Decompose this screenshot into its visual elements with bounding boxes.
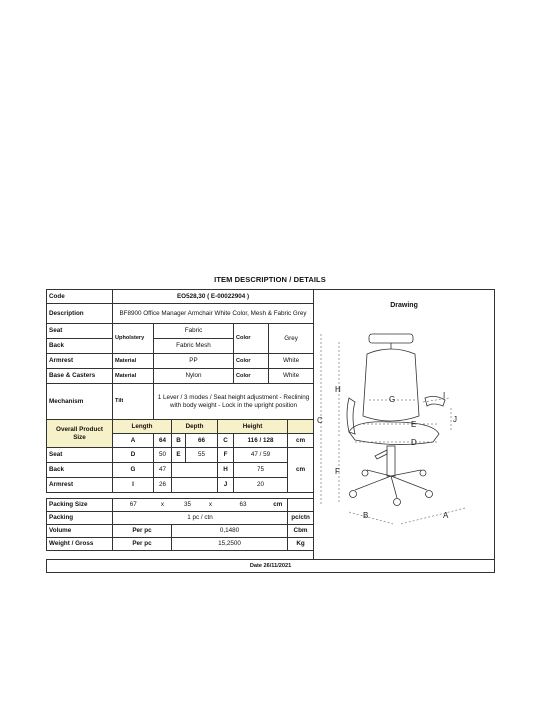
dim-h-value: 75 bbox=[234, 463, 288, 478]
gas-lift-shape bbox=[387, 446, 395, 476]
dim-e-letter: E bbox=[172, 448, 186, 463]
packing-unit: pc/ctn bbox=[288, 512, 314, 525]
caster bbox=[394, 499, 401, 506]
armrest-label: Armrest bbox=[47, 354, 113, 369]
dim-b-line bbox=[349, 512, 393, 524]
label-b: B bbox=[363, 511, 369, 520]
upholstery-label: Upholstery bbox=[113, 324, 154, 354]
armrest-dims-blank bbox=[172, 478, 218, 493]
base-material: Nylon bbox=[154, 369, 234, 384]
height-label: Height bbox=[218, 420, 288, 434]
dim-f-value: 47 / 59 bbox=[234, 448, 288, 463]
packing-width: 67 bbox=[113, 499, 154, 512]
label-d: D bbox=[411, 438, 417, 447]
label-e: E bbox=[411, 420, 417, 429]
caster bbox=[420, 470, 426, 476]
caster bbox=[426, 491, 433, 498]
drawing-cell bbox=[314, 290, 495, 560]
dim-c-value: 116 / 128 bbox=[234, 434, 288, 448]
label-c: C bbox=[317, 416, 323, 425]
overall-label: Overall Product Size bbox=[47, 420, 113, 448]
seat-label: Seat bbox=[47, 324, 113, 339]
dim-e-value: 55 bbox=[186, 448, 218, 463]
base-label: Base & Casters bbox=[47, 369, 113, 384]
armrest-color: White bbox=[269, 354, 314, 369]
armrest-dims-label: Armrest bbox=[47, 478, 113, 493]
dim-d-letter: D bbox=[113, 448, 154, 463]
armrest-material-label: Material bbox=[113, 354, 154, 369]
armrest-color-label: Color bbox=[234, 354, 269, 369]
dim-a-line bbox=[401, 508, 465, 524]
dim-j-letter: J bbox=[218, 478, 234, 493]
dim-b-letter: B bbox=[172, 434, 186, 448]
volume-per: Per pc bbox=[113, 525, 172, 538]
dim-j-value: 20 bbox=[234, 478, 288, 493]
drawing-label: Drawing bbox=[390, 302, 418, 309]
seat-shape bbox=[349, 422, 439, 445]
left-armrest-shape bbox=[347, 398, 355, 434]
mechanism-label: Mechanism bbox=[47, 384, 113, 420]
headrest-shape bbox=[369, 334, 413, 343]
dim-b-value: 66 bbox=[186, 434, 218, 448]
label-i: I bbox=[443, 391, 446, 400]
volume-unit: Cbm bbox=[288, 525, 314, 538]
length-label: Length bbox=[113, 420, 172, 434]
label-j: J bbox=[453, 415, 458, 424]
weight-per: Per pc bbox=[113, 538, 172, 551]
packing-size-label: Packing Size bbox=[47, 499, 113, 512]
sheet-title: ITEM DESCRIPTION / DETAILS bbox=[214, 275, 326, 284]
weight-label: Weight / Gross bbox=[47, 538, 113, 551]
dim-i-letter: I bbox=[113, 478, 154, 493]
spec-table bbox=[46, 289, 495, 573]
caster bbox=[362, 470, 368, 476]
description-label: Description bbox=[47, 304, 113, 324]
base-shape bbox=[355, 470, 427, 498]
dim-i-value: 26 bbox=[154, 478, 172, 493]
back-dims-blank bbox=[172, 463, 218, 478]
volume-label: Volume bbox=[47, 525, 113, 538]
mechanism-value: 1 Lever / 3 modes / Seat height adjustment - Reclining with body weight - Lock in the upright position bbox=[154, 384, 314, 420]
overall-unit-blank bbox=[288, 420, 314, 434]
overall-unit: cm bbox=[288, 434, 314, 448]
base-color-label: Color bbox=[234, 369, 269, 384]
volume-value: 0,1480 bbox=[172, 525, 288, 538]
weight-unit: Kg bbox=[288, 538, 314, 551]
depth-label: Depth bbox=[172, 420, 218, 434]
packing-x2: x bbox=[204, 499, 218, 512]
packing-x1: x bbox=[154, 499, 172, 512]
label-h: H bbox=[335, 385, 341, 394]
packing-size-blank bbox=[288, 499, 314, 512]
dim-h-letter: H bbox=[218, 463, 234, 478]
seat-dims-label: Seat bbox=[47, 448, 113, 463]
back-value: Fabric Mesh bbox=[154, 339, 234, 354]
packing-label: Packing bbox=[47, 512, 113, 525]
packing-depth: 35 bbox=[172, 499, 204, 512]
dim-d-value: 50 bbox=[154, 448, 172, 463]
weight-value: 15,2500 bbox=[172, 538, 288, 551]
row-code bbox=[47, 290, 495, 304]
row-date bbox=[47, 560, 495, 573]
label-f: F bbox=[335, 467, 340, 476]
packing-size-unit: cm bbox=[269, 499, 288, 512]
base-color: White bbox=[269, 369, 314, 384]
upholstery-color-label: Color bbox=[234, 324, 269, 354]
label-g: G bbox=[389, 395, 396, 404]
base-material-label: Material bbox=[113, 369, 154, 384]
chair-drawing bbox=[315, 322, 493, 542]
seat-value: Fabric bbox=[154, 324, 234, 339]
back-label: Back bbox=[47, 339, 113, 354]
packing-height: 63 bbox=[218, 499, 269, 512]
dim-a-letter: A bbox=[113, 434, 154, 448]
dims-unit: cm bbox=[288, 448, 314, 493]
armrest-material: PP bbox=[154, 354, 234, 369]
backrest-shape bbox=[363, 349, 419, 421]
packing-value: 1 pc / ctn bbox=[113, 512, 288, 525]
date-text: Date 26/11/2021 bbox=[47, 560, 495, 573]
mechanism-type: Tilt bbox=[113, 384, 154, 420]
back-dims-label: Back bbox=[47, 463, 113, 478]
lever-shape bbox=[375, 450, 387, 459]
caster bbox=[350, 491, 357, 498]
label-a: A bbox=[443, 511, 449, 520]
code-value: EO528,30 ( E-00022904 ) bbox=[113, 290, 314, 304]
dim-g-value: 47 bbox=[154, 463, 172, 478]
dim-a-value: 64 bbox=[154, 434, 172, 448]
dim-g-letter: G bbox=[113, 463, 154, 478]
dim-f-letter: F bbox=[218, 448, 234, 463]
description-value: BF8900 Office Manager Armchair White Color, Mesh & Fabric Grey bbox=[113, 304, 314, 324]
code-label: Code bbox=[47, 290, 113, 304]
upholstery-color-value: Grey bbox=[269, 324, 314, 354]
dim-c-letter: C bbox=[218, 434, 234, 448]
